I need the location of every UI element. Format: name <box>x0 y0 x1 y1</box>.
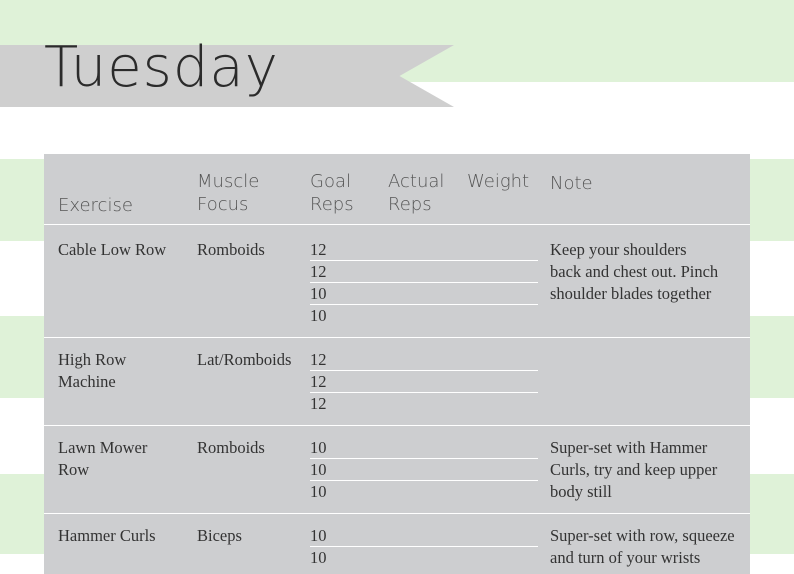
header-muscle-line1: Muscle <box>197 171 260 192</box>
header-weight: Weight <box>467 171 530 192</box>
muscle-cell: Romboids <box>197 240 265 259</box>
exercise-line: High Row <box>58 350 127 369</box>
rep-line: 12 <box>310 239 538 261</box>
note-line: and turn of your wrists <box>550 548 701 567</box>
exercise-cell <box>58 349 126 393</box>
rep-line: 10 <box>310 437 538 459</box>
note-cell <box>550 437 750 503</box>
rep-line: 12 <box>310 394 327 413</box>
rep-line: 12 <box>310 371 538 393</box>
header-muscle-focus <box>197 170 259 216</box>
exercise-line: Machine <box>58 372 116 391</box>
muscle-cell: Lat/Romboids <box>197 350 292 369</box>
note-line: body still <box>550 482 612 501</box>
note-line: Curls, try and keep upper <box>550 460 718 479</box>
header-actual-line2: Reps <box>388 194 432 215</box>
rep-line: 12 <box>310 261 538 283</box>
header-muscle-line2: Focus <box>197 194 249 215</box>
note-cell <box>550 525 750 569</box>
header-goal-line2: Reps <box>310 194 354 215</box>
note-line: shoulder blades together <box>550 284 712 303</box>
note-line: back and chest out. Pinch <box>550 262 719 281</box>
table-row <box>44 514 750 574</box>
header-note: Note <box>550 173 593 194</box>
header-goal-reps <box>310 170 354 216</box>
header-actual-line1: Actual <box>388 171 445 192</box>
note-line: Super-set with Hammer <box>550 438 708 457</box>
header-goal-line1: Goal <box>310 171 351 192</box>
rep-line: 10 <box>310 283 538 305</box>
page-title: Tuesday <box>44 35 279 100</box>
exercise-cell <box>58 437 147 481</box>
rep-line: 10 <box>310 548 327 567</box>
table-header <box>44 154 750 225</box>
reps-list <box>310 349 538 415</box>
header-actual-reps <box>388 170 444 216</box>
muscle-cell: Romboids <box>197 438 265 457</box>
note-line: Keep your shoulders <box>550 240 687 259</box>
reps-list <box>310 437 538 503</box>
exercise-line: Hammer Curls <box>58 526 156 545</box>
header-exercise: Exercise <box>58 195 133 216</box>
reps-list <box>310 239 538 327</box>
rep-line: 12 <box>310 349 538 371</box>
exercise-line: Cable Low Row <box>58 240 167 259</box>
exercise-line: Lawn Mower <box>58 438 148 457</box>
table-row <box>44 426 750 514</box>
exercise-line: Row <box>58 460 90 479</box>
table-row <box>44 338 750 426</box>
reps-list <box>310 525 538 569</box>
rep-line: 10 <box>310 525 538 547</box>
muscle-cell: Biceps <box>197 526 242 545</box>
rep-line: 10 <box>310 482 327 501</box>
note-line: Super-set with row, squeeze <box>550 526 735 545</box>
workout-table <box>44 154 750 574</box>
note-cell <box>550 239 750 305</box>
exercise-cell <box>58 239 166 261</box>
exercise-cell <box>58 525 156 547</box>
table-row <box>44 225 750 338</box>
rep-line: 10 <box>310 306 327 325</box>
rep-line: 10 <box>310 459 538 481</box>
